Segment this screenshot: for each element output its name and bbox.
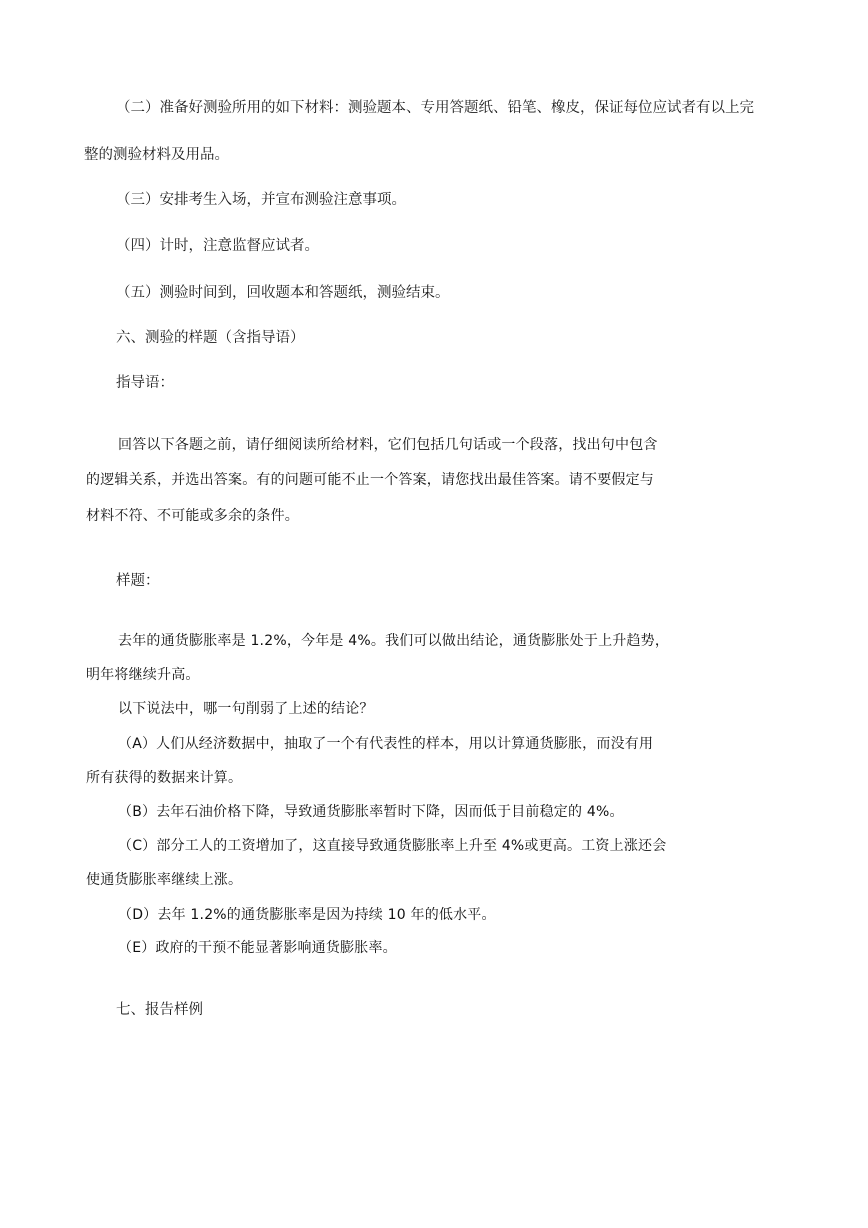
sample-label: 样题：	[116, 573, 160, 589]
option-line: （D）去年 1.2%的通货膨胀率是因为持续 10 年的低水平。	[118, 907, 496, 923]
guide-text-line: 材料不符、不可能或多余的条件。	[86, 508, 299, 524]
guide-text-line: 回答以下各题之前，请仔细阅读所给材料，它们包括几句话或一个段落，找出句中包含	[118, 437, 658, 453]
option-line: （B）去年石油价格下降，导致通货膨胀率暂时下降，因而低于目前稳定的 4%。	[118, 804, 624, 820]
option-line: 使通货膨胀率继续上涨。	[86, 872, 243, 888]
sample-question-line: 明年将继续升高。	[86, 667, 200, 683]
section-6-heading: 六、测验的样题（含指导语）	[116, 330, 305, 346]
sample-question-line: 以下说法中，哪一句削弱了上述的结论？	[118, 701, 374, 717]
guide-text-line: 的逻辑关系，并选出答案。有的问题可能不止一个答案，请您找出最佳答案。请不要假定与	[86, 472, 654, 488]
option-line: （A）人们从经济数据中，抽取了一个有代表性的样本，用以计算通货膨胀，而没有用	[118, 736, 654, 752]
procedure-step-3: （三）安排考生入场，并宣布测验注意事项。	[116, 192, 406, 208]
option-line: （E）政府的干预不能显著影响通货膨胀率。	[118, 940, 397, 956]
procedure-step-2-line-2: 整的测验材料及用品。	[84, 147, 229, 163]
procedure-step-2-line-1: （二）准备好测验所用的如下材料：测验题本、专用答题纸、铅笔、橡皮，保证每位应试者有以上完	[116, 100, 754, 116]
section-7-heading: 七、报告样例	[116, 1002, 203, 1018]
procedure-step-4: （四）计时，注意监督应试者。	[116, 238, 319, 254]
option-line: （C）部分工人的工资增加了，这直接导致通货膨胀率上升至 4%或更高。工资上涨还会	[118, 838, 667, 854]
sample-question-line: 去年的通货膨胀率是 1.2%，今年是 4%。我们可以做出结论，通货膨胀处于上升趋势，	[118, 633, 670, 649]
procedure-step-5: （五）测验时间到，回收题本和答题纸，测验结束。	[116, 285, 450, 301]
guide-label: 指导语：	[116, 375, 174, 391]
option-line: 所有获得的数据来计算。	[86, 770, 243, 786]
